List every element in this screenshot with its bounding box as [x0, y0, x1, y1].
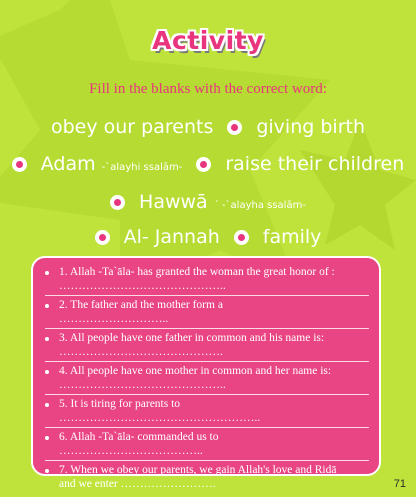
answer-blank[interactable]: …………………………………….: [59, 345, 223, 358]
divider: [45, 328, 369, 329]
question-item: 5. It is tiring for parents to ……………………………………………..: [45, 398, 369, 425]
word-row-4: [0, 226, 416, 248]
word-row-3: [0, 191, 416, 213]
bullet-icon: [234, 230, 249, 245]
divider: [45, 295, 369, 296]
answer-blank[interactable]: ……………………………………………..: [59, 411, 261, 424]
answer-blank[interactable]: ……………………………………..: [59, 279, 226, 292]
bullet-icon: [12, 157, 27, 172]
divider: [45, 394, 369, 395]
word-raise-their-children: raise their children: [225, 153, 405, 175]
bullet-icon: [95, 230, 110, 245]
word-family: family: [262, 226, 322, 248]
word-hawwa: Hawwā ´ -`alayha ssalām-: [139, 191, 306, 213]
page-title: Activity: [152, 26, 264, 55]
word-adam: Adam -`alayhi ssalām-: [40, 153, 183, 175]
questions-panel: [31, 256, 381, 490]
instruction-text: Fill in the blanks with the correct word:: [89, 81, 327, 97]
answer-blank[interactable]: ………………………..: [59, 312, 169, 325]
divider: [45, 460, 369, 461]
question-item: 2. The father and the mother form a ………………………..: [45, 299, 369, 326]
question-item: 3. All people have one father in common and his name is: …………………………………….: [45, 332, 369, 359]
word-row-1: [0, 116, 416, 138]
question-item: 1. Allah -Ta`āla- has granted the woman the great honor of : ……………………………………..: [45, 266, 369, 293]
page-number: 71: [393, 478, 406, 490]
bullet-icon: [110, 195, 125, 210]
question-item: 7. When we obey our parents, we gain Allah's love and Ridā and we enter …………………….: [45, 464, 369, 491]
word-giving-birth: giving birth: [256, 116, 365, 138]
divider: [45, 361, 369, 362]
answer-blank[interactable]: ………………………………..: [59, 444, 203, 457]
word-row-2: [0, 153, 416, 175]
divider: [45, 427, 369, 428]
word-obey-our-parents: obey our parents: [50, 116, 214, 138]
word-al-jannah: Al- Jannah: [123, 226, 220, 248]
bullet-icon: [196, 157, 211, 172]
answer-blank[interactable]: and we enter …………………….: [59, 477, 216, 490]
question-item: 6. Allah -Ta`āla- commanded us to ………………………………..: [45, 431, 369, 458]
bullet-icon: [227, 120, 242, 135]
answer-blank[interactable]: ……………………………………..: [59, 378, 226, 391]
question-item: 4. All people have one mother in common and her name is: ……………………………………..: [45, 365, 369, 392]
